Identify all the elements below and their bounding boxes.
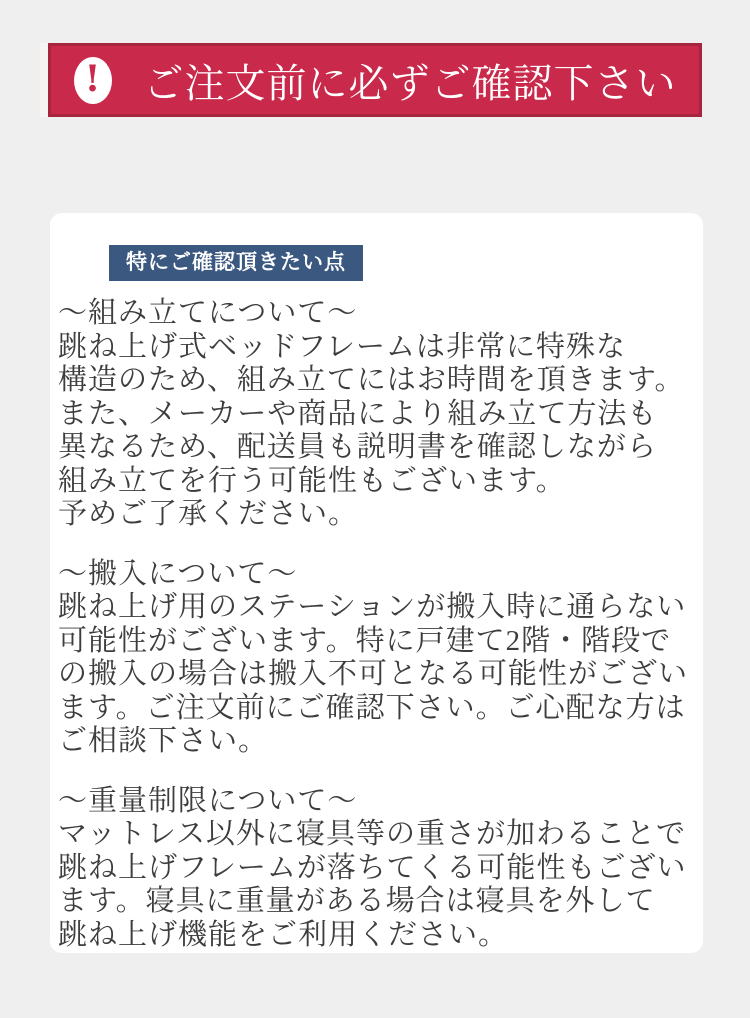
section-weight-limit	[58, 785, 695, 953]
section-line: 跳ね上げ用のステーションが搬入時に通らない	[58, 591, 687, 623]
banner-title: ご注文前に必ずご確認下さい	[143, 60, 677, 106]
section-line: 跳ね上げ機能をご利用ください。	[58, 918, 509, 951]
exclamation-icon	[74, 57, 112, 104]
section-line: ます。ご注文前にご確認下さい。ご心配な方は	[58, 691, 686, 724]
section-line: 予めご了承ください。	[58, 498, 359, 530]
section-assembly	[58, 297, 695, 532]
section-line: ます。寝具に重量がある場合は寝具を外して	[58, 885, 656, 917]
notice-card	[50, 213, 703, 953]
points-label: 特にご確認頂きたい点	[109, 245, 363, 281]
section-line: また、メーカーや商品により組み立て方法も	[58, 397, 658, 430]
section-line: 組み立てを行う可能性もございます。	[58, 464, 566, 497]
section-line: 構造のため、組み立てにはお時間を頂きます。	[58, 364, 685, 396]
section-heading: 〜重量制限について〜	[58, 784, 358, 817]
section-line: 跳ね上げフレームが落ちてくる可能性もござい	[58, 851, 687, 884]
section-heading: 〜搬入について〜	[58, 557, 298, 590]
section-line: の搬入の場合は搬入不可となる可能性がござい	[58, 658, 689, 690]
section-heading: 〜組み立てについて〜	[58, 297, 358, 329]
section-line: 可能性がございます。特に戸建て2階・階段で	[58, 624, 672, 657]
alert-banner	[48, 43, 702, 117]
exclamation-glyph: !	[84, 57, 101, 100]
section-line: 異なるため、配送員も説明書を確認しながら	[58, 431, 657, 463]
section-carry-in	[58, 558, 695, 759]
section-line: 跳ね上げ式ベッドフレームは非常に特殊な	[58, 330, 626, 363]
notice-sections	[58, 297, 695, 952]
section-line: マットレス以外に寝具等の重さが加わることで	[58, 818, 686, 850]
section-line: ご相談下さい。	[58, 725, 269, 757]
